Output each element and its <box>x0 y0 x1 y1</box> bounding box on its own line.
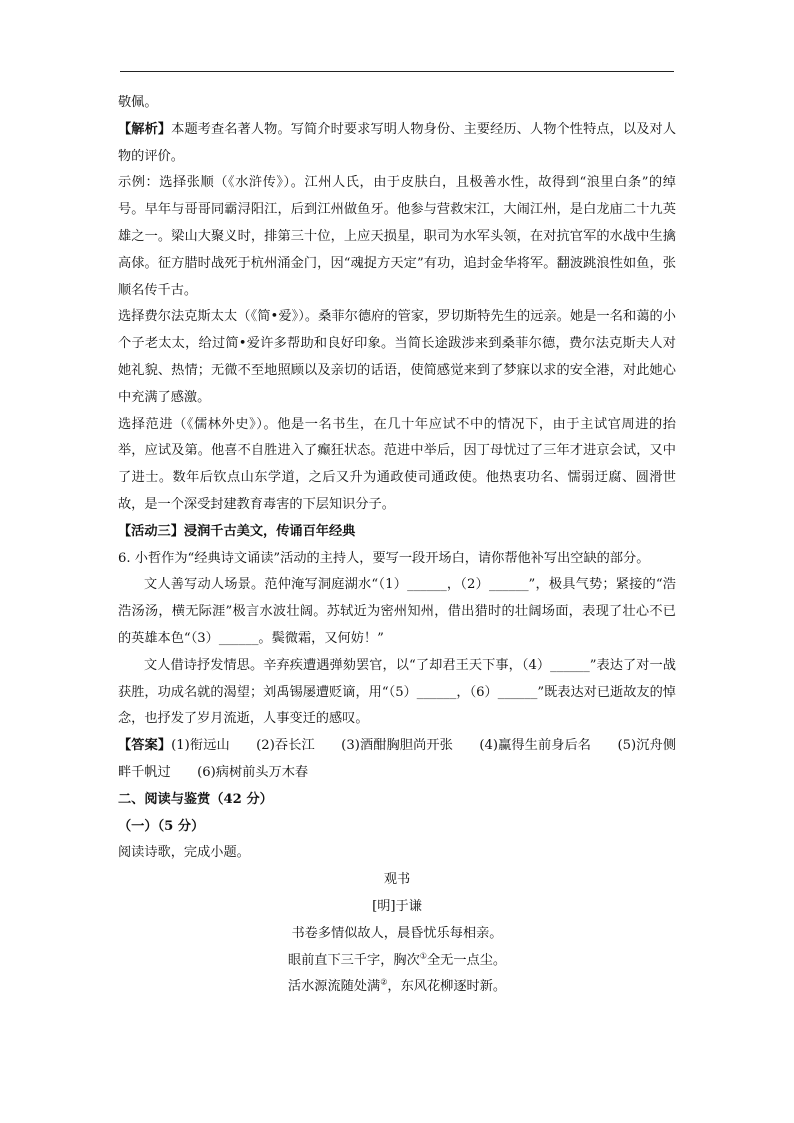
document-body <box>118 90 676 1001</box>
footnote-marker-1: ① <box>419 951 427 961</box>
answer-label: 【答案】 <box>118 738 172 754</box>
question6-para1: 文人善写动人场景。范仲淹写洞庭湖水“（1）______，（2）______”，极具气势；紧接的“浩浩汤汤，横无际涯”极言水波壮阔。苏轼近为密州知州，借出猎时的壮阔场面，表现了壮心不已的英雄本色“（3）______。鬓微霜，又何妨！” <box>118 577 676 646</box>
poem-line-3-pre: 活水源流随处满 <box>287 979 381 995</box>
answer-item-5: (5)沉舟侧畔千帆过 <box>118 738 677 780</box>
answer-item-3: (3)酒酣胸胆尚开张 <box>341 738 453 754</box>
section2-heading: 二、阅读与鉴赏（42 分） <box>118 791 273 807</box>
question6-para2: 文人借诗抒发情思。辛弃疾遭遇弹劾罢官，以“了却君王天下事，（4）______”表达了对一战获胜，功成名就的渴望；刘禹锡屡遭贬谪，用“（5）______，（6）______”既表达对已逝故友的悼念，也抒发了岁月流逝，人事变迁的感叹。 <box>118 657 676 727</box>
poem-line-2 <box>118 948 676 975</box>
poem-title: 观书 <box>383 872 411 888</box>
poem-line-3 <box>118 974 676 1001</box>
example-fanjin: 选择范进（《儒林外史》）。他是一名书生，在几十年应试不中的情况下，由于主试官周进的抬举，应试及第。他喜不自胜进入了癫狂状态。范进中举后，因丁母忧过了三年才进京会试，又中了进士。数年后钦点山东学道，之后又升为通政使司通政使。他热衷功名、懦弱迂腐、圆滑世故，是一个深受封建教育毒害的下层知识分子。 <box>118 416 676 512</box>
reading-instruction: 阅读诗歌，完成小题。 <box>118 845 250 861</box>
example-fairfax: 选择费尔法克斯太太（《简•爱》）。桑菲尔德府的管家，罗切斯特先生的远亲。她是一名和蔼的小个子老太太，给过简•爱许多帮助和良好印象。当简长途跋涉来到桑菲尔德，费尔法克斯夫人对她礼貌、热情；无微不至地照顾以及亲切的话语，使简感觉来到了梦寐以求的安全港，对此她心中充满了感激。 <box>118 309 676 405</box>
intro-tail: 敬佩。 <box>118 95 158 110</box>
analysis-text: 本题考查名著人物。写简介时要求写明人物身份、主要经历、人物个性特点，以及对人物的评价。 <box>118 121 677 164</box>
example-zhangshun: 示例：选择张顺（《水浒传》）。江州人氏，由于皮肤白，且极善水性，故得到“浪里白条”的绰号。早年与哥哥同霸浔阳江，后到江州做鱼牙。他参与营救宋江，大闹江州，是白龙庙二十九英雄之一。梁山大聚义时，排第三十位，上应天损星，职司为水军头领，在对抗官军的水战中生擒高俅。征方腊时战死于杭州涌金门，因“魂捉方天定”有功，追封金华将军。翻波跳浪性如鱼，张顺名传千古。 <box>118 175 676 298</box>
analysis-paragraph <box>118 117 676 171</box>
question6-stem: 6. 小哲作为“经典诗文诵读”活动的主持人，要写一段开场白，请你帮他补写出空缺的部分。 <box>118 550 650 566</box>
header-rule <box>120 71 674 72</box>
poem-line-2-post: 全无一点尘。 <box>426 952 507 968</box>
answer-item-4: (4)赢得生前身后名 <box>479 738 592 754</box>
answer-item-6: (6)病树前头万木春 <box>197 764 309 780</box>
answer-paragraph <box>118 733 676 787</box>
analysis-label: 【解析】 <box>118 121 172 137</box>
poem-line-1: 书卷多情似故人，晨昏忧乐每相亲。 <box>291 925 503 941</box>
activity3-heading: 【活动三】浸润千古美文，传诵百年经典 <box>118 523 356 539</box>
poem-line-2-pre: 眼前直下三千字，胸次 <box>287 952 420 968</box>
answer-item-2: (2)吞长江 <box>256 738 315 754</box>
poem-line-3-post: ，东风花柳逐时新。 <box>387 979 507 995</box>
footnote-marker-2: ② <box>380 977 388 987</box>
subsection1-heading: （一）（5 分） <box>118 818 205 834</box>
poem-author: [明]于谦 <box>372 898 422 914</box>
poem <box>118 867 676 1001</box>
answer-item-1: (1)衔远山 <box>171 738 230 754</box>
